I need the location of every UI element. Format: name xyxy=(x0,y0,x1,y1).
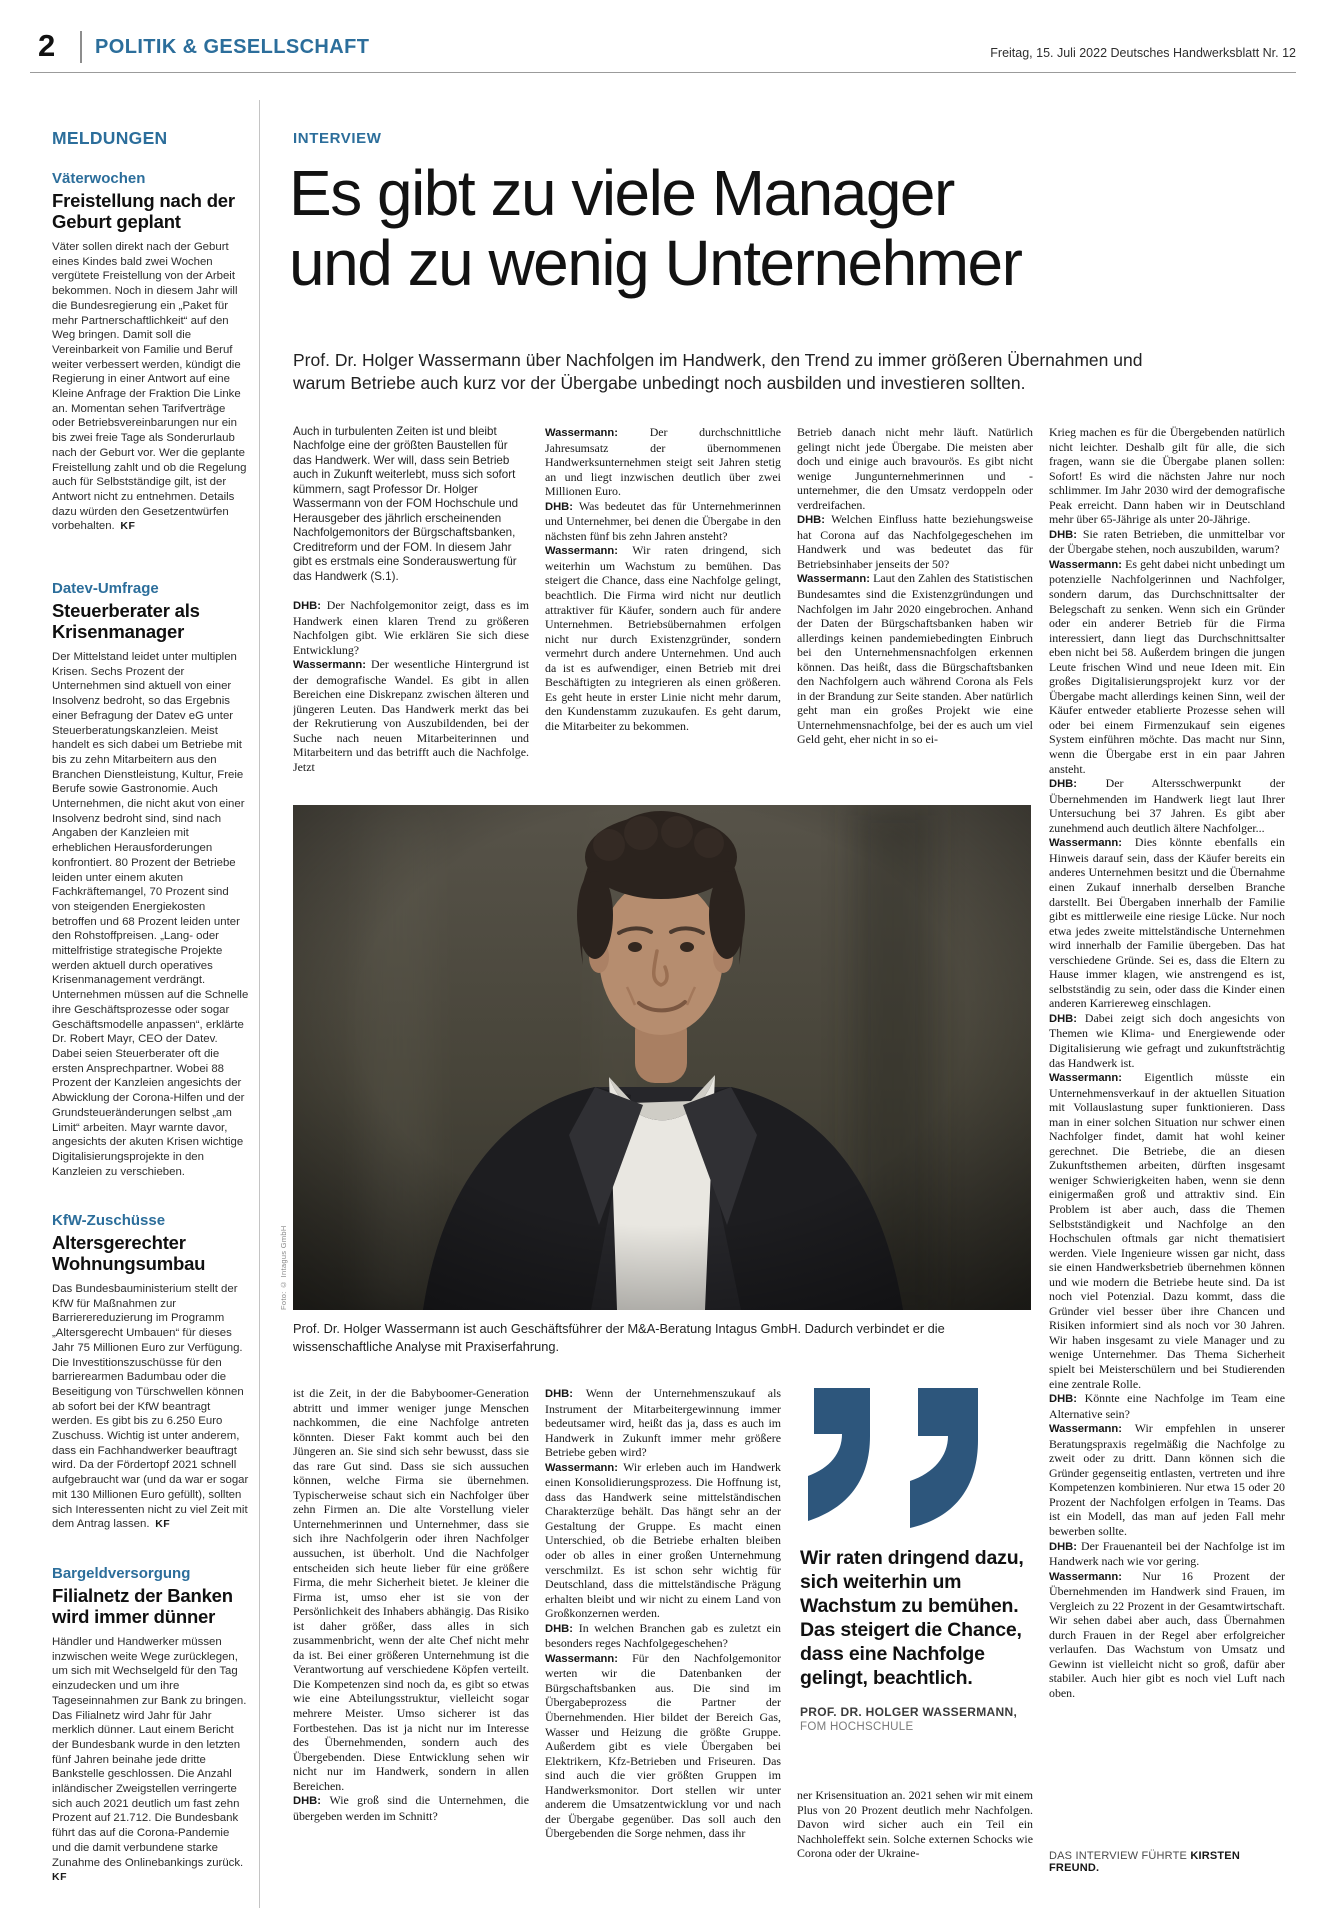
sidebar-article-kicker: Datev-Umfrage xyxy=(52,580,159,597)
qa-paragraph: Wassermann: Der wesentliche Hintergrund ist der demografische Wandel. Es gibt in allen Bereichen eine Diskrepanz zwischen älteren und jüngeren Leuten. Das Handwerk merkt das bei der Rekrutierung von Auszubildenden, bei der Suche nach neuen Mitarbeiterinnen und Mitarbeitern und das betrifft auch die Nachfolge. Jetzt xyxy=(293,657,529,774)
qa-paragraph: DHB: Sie raten Betrieben, die unmittelbar vor der Übergabe stehen, noch auszubilden, warum? xyxy=(1049,526,1285,557)
sidebar-article xyxy=(52,1565,249,1885)
section-title: POLITIK & GESELLSCHAFT xyxy=(95,36,370,58)
news-sidebar xyxy=(52,128,249,1918)
qa-paragraph: Wassermann: Der durchschnittliche Jahresumsatz der übernommenen Handwerksunternehmen steigt seit Jahren stetig an und liegt inzwischen deutlich über zwei Millionen Euro. xyxy=(545,425,781,499)
qa-speaker-label: Wassermann: xyxy=(545,427,650,439)
qa-paragraph: Wassermann: Dies könnte ebenfalls ein Hinweis darauf sein, dass der Käufer bereits ein anderes Unternehmen besitzt und die Übernahme einen Zukauf innerhalb derselben Branche darstellt. Bei Übergaben innerhalb der Familie gibt es mittlerweile eine riesige Lücke. Nur noch etwa jedes zweite mittelständische Unternehmen wird innerhalb der Familie übergeben. Das hat verschiedene Gründe. Sei es, dass die Eltern zu Hause immer klagen, wie anstrengend es ist, selbstständig zu sein, oder dass die Kinder einen anderen Karriereweg einschlagen. xyxy=(1049,835,1285,1011)
pull-quote-attribution-name: PROF. DR. HOLGER WASSERMANN, xyxy=(800,1705,1018,1719)
headline-line-1: Es gibt zu viele Manager xyxy=(289,157,954,229)
sidebar-title: MELDUNGEN xyxy=(52,128,168,148)
qa-paragraph: Wassermann: Wir raten dringend, sich weiterhin um Wachstum zu bemühen. Das steigert die Chance, dass eine Nachfolge gelingt, beachtlich. Die Firma wird nicht nur deutlich attraktiver für Käufer, sondern auch für andere Unternehmen. Betriebsübernahmen erfolgen nicht nur durch Existenzgründer, sondern vermehrt durch andere Unternehmen. Und auch da ist es aufwendiger, einen Betrieb mit drei Beschäftigten zu integrieren als einen größeren. Es geht heute in erster Linie nicht mehr darum, den Kundenstamm zuzukaufen. Es geht darum, die Mitarbeiter zu bekommen. xyxy=(545,543,781,733)
sidebar-divider-rule xyxy=(259,100,260,1908)
qa-paragraph: DHB: Der Frauenanteil bei der Nachfolge ist im Handwerk nach wie vor gering. xyxy=(1049,1538,1285,1569)
qa-speaker-label: DHB: xyxy=(1049,1012,1085,1025)
article-column-1-top xyxy=(293,425,529,797)
qa-speaker-label: DHB: xyxy=(545,1622,579,1635)
pull-quote xyxy=(800,1388,1033,1733)
intro-paragraph: Auch in turbulenten Zeiten ist und bleibt Nachfolge eine der größten Baustellen für das Handwerk. Wer will, dass sein Betrieb auch in Zukunft weiterlebt, muss sich sofort kümmern, sagt Professor Dr. Holger Wassermann von der FOM Hochschule und Herausgeber des jährlich erscheinenden Nachfolgemonitors der Bürgschaftsbanken, Creditreform und der FOM. In diesem Jahr gibt es erstmals eine Sonderauswertung für das Handwerk (S.1). xyxy=(293,425,519,583)
qa-speaker-label: DHB: xyxy=(545,500,579,513)
qa-speaker-label: Wassermann: xyxy=(1049,837,1135,850)
sidebar-article xyxy=(52,170,249,534)
pull-quote-attribution-org: FOM HOCHSCHULE xyxy=(800,1721,914,1733)
sidebar-article-sign: KF xyxy=(155,1518,171,1531)
portrait-photo xyxy=(293,805,1031,1310)
sidebar-article-body: Händler und Handwerker müssen inzwischen weite Wege zurücklegen, um sich mit Wechselgeld für den Tag einzudecken und um ihre Tageseinnahmen zur Bank zu bringen. Das Filialnetz wird Jahr für Jahr merklich dünner. Laut einem Bericht der Bundesbank wurde in den letzten fünf Jahren beinahe jede dritte Bankstelle geschlossen. Die Anzahl inländischer Zweigstellen verringerte sich auch 2021 deutlich um fast zehn Prozent auf 21.712. Die Bundesbank führt das auf die Corona-Pandemie und die damit verbundene starke Zunahme des Onlinebankings zurück. KF xyxy=(52,1636,247,1884)
qa-speaker-label: Wassermann: xyxy=(1049,558,1126,571)
qa-paragraph: DHB: Dabei zeigt sich doch angesichts von Themen wie Klima- und Energiewende oder Digitalisierung wie gefragt und zukunftsträchtig das Handwerk ist. xyxy=(1049,1010,1285,1070)
qa-speaker-label: Wassermann: xyxy=(1049,1423,1135,1436)
qa-speaker-label: DHB: xyxy=(545,1388,586,1400)
qa-speaker-label: Wassermann: xyxy=(545,1461,624,1474)
headline-subtitle: Prof. Dr. Holger Wassermann über Nachfolgen im Handwerk, den Trend zu immer größeren Übernahmen und warum Betriebe auch kurz vor der Übergabe unbedingt noch ausbilden und investieren sollten. xyxy=(293,350,1143,393)
interview-closing-credit xyxy=(1049,1850,1285,1874)
qa-paragraph: DHB: Der Altersschwerpunkt der Übernehmenden im Handwerk liegt laut Ihrer Untersuchung bei 37 Jahren. Es gibt aber zunehmend auch deutlich ältere Nachfolger... xyxy=(1049,776,1285,835)
qa-paragraph: ner Krisensituation an. 2021 sehen wir mit einem Plus von 20 Prozent deutlich mehr Nachfolgen. Davon wird sicher auch ein Teil ein Nachholeffekt sein. Solche externen Schocks wie Corona oder der Ukraine- xyxy=(797,1788,1033,1861)
qa-speaker-label: DHB: xyxy=(797,514,832,527)
article-column-2-top xyxy=(545,425,781,797)
sidebar-article-headline: Altersgerechter Wohnungsumbau xyxy=(52,1232,206,1274)
quote-marks-icon xyxy=(800,1388,1033,1528)
header-dateline: Freitag, 15. Juli 2022 Deutsches Handwerksblatt Nr. 12 xyxy=(990,46,1296,60)
qa-paragraph: Wassermann: Wir empfehlen in unserer Beratungspraxis regelmäßig die Nachfolge zu zweit oder zu dritt. Dann können sich die Gründer gegenseitig entlasten, vertreten und ihre Kompetenzen kombinieren. Nur etwa 15 oder 20 Prozent der Nachfolgen erfolgen in Teams. Das ist ein Modell, das man auf jeden Fall mehr bewerben sollte. xyxy=(1049,1421,1285,1539)
qa-paragraph: DHB: Wenn der Unternehmenszukauf als Instrument der Mitarbeitergewinnung immer bedeutsamer wird, heißt das ja, dass es auch im Handwerk in Zukunft immer mehr größere Betriebe geben wird? xyxy=(545,1386,781,1460)
closing-prefix: DAS INTERVIEW FÜHRTE xyxy=(1049,1850,1191,1862)
qa-speaker-label: DHB: xyxy=(293,599,327,612)
article-column-1-bottom xyxy=(293,1386,529,1900)
article-column-4 xyxy=(1049,425,1285,1845)
article-column-3-bottom xyxy=(797,1788,1033,1900)
sidebar-article-sign: KF xyxy=(120,520,136,533)
sidebar-article xyxy=(52,580,249,1179)
photo-credit: Foto: © Intagus GmbH xyxy=(279,1225,288,1310)
page-number: 2 xyxy=(38,28,56,63)
sidebar-article-sign: KF xyxy=(52,1871,67,1884)
qa-paragraph: Wassermann: Laut den Zahlen des Statistischen Bundesamtes sind die Existenzgründungen und Nachfolgen im Jahr 2020 eingebrochen. Anhand der Daten der Bürgschaftsbanken haben wir allerdings keinen pandemiebedingten Einbruch bei den Unternehmensnachfolgen erkennen können. Das heißt, dass die Bürgschaftsbanken den Nachfolgern auch während Corona als Fels in der Brandung zur Seite standen. Aber natürlich geht man ein großes Projekt wie eine Unternehmensnachfolge, bei der es auch um viel Geld geht, eher nicht in so ei- xyxy=(797,571,1033,747)
pull-quote-text: Wir raten dringend dazu, sich weiterhin um Wachstum zu bemühen. Das steigert die Chance, dass eine Nachfolge gelingt, beachtlich. xyxy=(800,1547,1024,1689)
portrait-illustration xyxy=(293,805,1031,1310)
interview-kicker: INTERVIEW xyxy=(293,130,382,147)
qa-speaker-label: DHB: xyxy=(293,1795,330,1808)
sidebar-article-kicker: Väterwochen xyxy=(52,170,146,187)
qa-speaker-label: DHB: xyxy=(1049,1393,1085,1406)
headline-line-2: und zu wenig Unternehmer xyxy=(289,227,1022,299)
qa-paragraph: DHB: Könnte eine Nachfolge im Team eine Alternative sein? xyxy=(1049,1391,1285,1421)
main-headline xyxy=(289,158,1021,298)
qa-speaker-label: Wassermann: xyxy=(545,545,633,558)
sidebar-article-body: Das Bundesbauministerium stellt der KfW für Maßnahmen zur Barrierereduzierung im Programm „Altersgerecht Umbauen“ für dieses Jahr 75 Millionen Euro zur Verfügung. Die Investitionszuschüsse für den barrierearmen Badumbau oder die Beseitigung von Türschwellen können ab sofort bei der KfW beantragt werden. Es gibt bis zu 6.250 Euro Zuschuss. Wichtig ist unter anderem, dass ein Fachhandwerker beauftragt wird. Da der Fördertopf 2021 schnell aufgebraucht war (und da war er sogar mit 130 Millionen Euro gefüllt), sollten sich Interessenten nicht zu viel Zeit mit dem Antrag lassen. KF xyxy=(52,1283,249,1531)
qa-speaker-label: Wassermann: xyxy=(1049,1570,1143,1583)
qa-paragraph: Betrieb danach nicht mehr läuft. Natürlich gelingt nicht jede Übergabe. Die meisten aber doch und einige auch bravourös. Es gibt nicht wenige Jungunternehmerinnen und -unternehmer, die den Umsatz verdoppeln oder verdreifachen. xyxy=(797,425,1033,512)
article-column-2-bottom xyxy=(545,1386,781,1900)
article-column-3-top xyxy=(797,425,1033,797)
qa-paragraph: DHB: Wie groß sind die Unternehmen, die übergeben werden im Schnitt? xyxy=(293,1793,529,1823)
qa-speaker-label: Wassermann: xyxy=(1049,1072,1145,1085)
sidebar-article xyxy=(52,1212,249,1532)
sidebar-article-headline: Freistellung nach der Geburt geplant xyxy=(52,190,235,232)
qa-speaker-label: Wassermann: xyxy=(545,1652,633,1665)
sidebar-article-headline: Filialnetz der Banken wird immer dünner xyxy=(52,1585,233,1627)
qa-paragraph: Wassermann: Es geht dabei nicht unbedingt um potenzielle Nachfolgerinnen und Nachfolger, sondern darum, das Durchschnittsalter der Belegschaft zu senken. Wenn sich ein Gründer oder ein anderer Betrieb für die Firma interessiert, dann liegt das Durchschnittsalter eben nicht bei 58. Außerdem bringen die jungen Leute frischen Wind und neue Ideen mit. Ein großes Digitalisierungsprojekt kurz vor der Übergabe macht allerdings keinen Sinn, weil der Käufer entweder etablierte Prozesse sehen will oder bei einem Firmenzukauf sein eigenes System einführen möchte. Das macht nur Sinn, wenn die Übergabe erst in ein paar Jahren ansteht. xyxy=(1049,556,1285,776)
sidebar-article-body: Väter sollen direkt nach der Geburt eines Kindes bald zwei Wochen vergütete Freistellung von der Arbeit bekommen. Noch in diesem Jahr will die Bundesregierung ein „Paket für mehr Partnerschaftlichkeit“ auf den Weg bringen. Damit soll die Vereinbarkeit von Familie und Beruf weiter verbessert werden, kündigt die Regierung in einer Antwort auf eine Kleine Anfrage der Fraktion Die Linke an. Momentan sehen Tarifverträge oder Betriebsvereinbarungen nur ein bis zwei freie Tage als Sonderurlaub nach der Geburt vor. Wer die geplante Freistellung zahlt und ob die Regelung auch für Selbstständige gilt, ist der Antwort nicht zu entnehmen. Details dazu würden den Gesetzentwürfen vorbehalten. KF xyxy=(52,241,247,533)
qa-speaker-label: DHB: xyxy=(1049,778,1106,791)
qa-paragraph: DHB: Welchen Einfluss hatte beziehungsweise hat Corona auf das Nachfolgegeschehen im Handwerk und was bedeutet das für Betriebsinhaber jenseits der 50? xyxy=(797,512,1033,571)
sidebar-article-kicker: KfW-Zuschüsse xyxy=(52,1212,166,1229)
sidebar-article-body: Der Mittelstand leidet unter multiplen Krisen. Sechs Prozent der Unternehmen sind aktuell von einer Insolvenz bedroht, so das Ergebnis einer Befragung der Datev eG unter Steuerberatungskanzleien. Meist handelt es sich dabei um Betriebe mit bis zu zehn Mitarbeitern aus den Branchen Dienstleistung, Kultur, Freie Berufe sowie Gastronomie. Auch Unternehmen, die nicht akut von einer Insolvenz bedroht sind, sind nach Angaben der Kanzleien mit erheblichen Herausforderungen konfrontiert. 80 Prozent der Betriebe leiden unter einem akuten Fachkräftemangel, 70 Prozent sind von steigenden Energiekosten betroffen und 68 Prozent leiden unter den Rohstoffpreisen. „Lang- oder mittelfristige strategische Projekte werden aktuell durch operatives Krisenmanagement verdrängt. Unternehmen müssen auf die Schnelle ihre Geschäftsprozesse oder sogar Geschäftsmodelle anpassen“, erklärte Dr. Robert Mayr, CEO der Datev. Dabei seien Steuerberater oft die ersten Ansprechpartner. Wobei 88 Prozent der Kanzleien angesichts der Abwicklung der Corona-Hilfen und der Grundsteueränderungen selbst „am Limit“ arbeiten. Mayr warnte davor, angesichts der akuten Krisen wichtige Digitalisierungsprojekte in den Kanzleien zu verschieben. xyxy=(52,651,249,1178)
header-divider-bar xyxy=(80,31,82,63)
qa-paragraph: Wassermann: Für den Nachfolgemonitor werten wir die Datenbanken der Bürgschaftsbanken aus. Die sind im Übergabeprozess die Partner der Übernehmenden. Hier bildet der Bereich Gas, Wasser und Heizung die größte Gruppe. Außerdem gibt es viele Übergaben bei Elektrikern, Kfz-Betrieben und Friseuren. Das sind auch die vier größten Gruppen im Handwerksmonitor. Dort stellen wir unter anderem die Umsatzentwicklung vor und nach der Übergabe gegenüber. Das soll auch den Übergebenden die Sorge nehmen, dass ihr xyxy=(545,1650,781,1841)
qa-speaker-label: DHB: xyxy=(1049,528,1083,541)
sidebar-article-headline: Steuerberater als Krisenmanager xyxy=(52,600,200,642)
qa-paragraph: DHB: In welchen Branchen gab es zuletzt ein besonders reges Nachfolgegeschehen? xyxy=(545,1620,781,1651)
qa-paragraph: Wassermann: Wir erleben auch im Handwerk einen Konsolidierungsprozess. Die Hoffnung ist, dass das Handwerk seine mittelständischen Charakterzüge behält. Das hängt sehr an der Gestaltung der Gruppe. Es macht einen Unterschied, ob die Betriebe erhalten bleiben oder ob alles in einer großen Unternehmung verschmilzt. Es ist schon sehr wichtig für Deutschland, dass die mittelständische Prägung erhalten bleibt und wir nicht zu einem Land von Großkonzernen werden. xyxy=(545,1459,781,1621)
qa-paragraph: Krieg machen es für die Übergebenden natürlich nicht leichter. Deshalb gilt für alle, die sich fragen, wann sie die Übergabe planen sollen: Sofort! Es wird die nächsten Jahre nur noch schlimmer. Im Jahr 2030 wird der demografische Peak erreicht. Dann haben wir in Deutschland mehr über 65-Jährige als unter 20-Jährige. xyxy=(1049,425,1285,527)
qa-speaker-label: Wassermann: xyxy=(797,573,874,586)
photo-caption: Prof. Dr. Holger Wassermann ist auch Geschäftsführer der M&A-Beratung Intagus GmbH. Dadurch verbindet er die wissenschaftliche Analyse mit Praxiserfahrung. xyxy=(293,1321,945,1354)
sidebar-article-kicker: Bargeldversorgung xyxy=(52,1565,191,1582)
qa-paragraph: Wassermann: Eigentlich müsste ein Unternehmensverkauf in der aktuellen Situation mit Vollauslastung super funktionieren. Dass man in einer solchen Situation nur schwer einen Nachfolger findet, damit hat wohl keiner gerechnet. Die Betriebe, die an diesen Zukunftsthemen arbeiten, dürften insgesamt weniger Schwierigkeiten haben, wenn sie denn einigermaßen groß und attraktiv sind. Ein Problem ist aber auch, dass die Themen Selbstständigkeit und Nachfolge an den Hochschulen oftmals gar nicht thematisiert werden. Viele Ingenieure wissen gar nicht, dass sie einen Handwerksbetrieb übernehmen können und wie modern die Betriebe heute sind. Da ist noch viel Potenzial. Dazu kommt, dass die Gründer viel besser über ihre Chancen und Risiken informiert sind als noch vor 30 Jahren. Wir haben insgesamt zu viele Manager und zu wenige Unternehmer. Das Thema Sicherheit spielt bei Meisterschülern und bei Studierenden eine zentrale Rolle. xyxy=(1049,1070,1285,1391)
closing-author: KIRSTEN FREUND. xyxy=(1049,1850,1240,1874)
qa-speaker-label: Wassermann: xyxy=(293,659,372,672)
header-rule xyxy=(30,72,1296,73)
qa-speaker-label: DHB: xyxy=(1049,1540,1082,1553)
qa-paragraph: Wassermann: Nur 16 Prozent der Übernehmenden im Handwerk sind Frauen, im Vergleich zu 22 Prozent in der Gesamtwirtschaft. Wir sehen dabei aber auch, dass Übernahmen durch Frauen in der Regel aber erfolgreicher verlaufen. Das Wachstum von Umsatz und Gewinn ist vielleicht nicht so groß, dafür aber stabiler. Auch hier gibt es noch viel Luft nach oben. xyxy=(1049,1568,1285,1701)
qa-paragraph: DHB: Der Nachfolgemonitor zeigt, dass es im Handwerk einen klaren Trend zu größeren Nachfolgen gibt. Wie erklären Sie sich diese Entwicklung? xyxy=(293,597,529,657)
qa-paragraph: ist die Zeit, in der die Babyboomer-Generation abtritt und immer weniger junge Menschen nachkommen, die eine Nachfolge antreten könnten. Dieser Fakt kommt auch bei den Jüngeren an. Sie sind sich sehr bewusst, dass sie das rare Gut sind. Dass sie sich aussuchen können, welche Firma sie übernehmen. Typischerweise schaut sich ein Nachfolger über zehn Firmen an. Die alte Vorstellung vieler Unternehmerinnen und Unternehmer, dass sie sich ihre Nachfolgerin oder ihren Nachfolger aussuchen, ist überholt. Und die Nachfolger entscheiden sich heute lieber für eine größere Firma, die mehr Sicherheit bietet. Je kleiner die Firma ist, umso eher ist sie von der Persönlichkeit des Inhabers abhängig. Das Risiko ist daher größer, dass alles in sich zusammenbricht, wenn der alte Chef nicht mehr da ist. Bei einer größeren Unternehmung ist die Verantwortung auf verschiedene Köpfen verteilt. Die Kompetenzen sind noch da, es gibt so etwas wie eine Abteilungsstruktur, vielleicht sogar mehrere Meister. Umso sicherer ist das Fortbestehen. Das ist ja nicht nur im Interesse des Übernehmenden, sondern auch des Übergebenden. Diese Entwicklung sehen wir nicht nur im Handwerk, sondern in allen Bereichen. xyxy=(293,1386,529,1793)
qa-paragraph: DHB: Was bedeutet das für Unternehmerinnen und Unternehmer, bei denen die Übergabe in den nächsten fünf bis zehn Jahren ansteht? xyxy=(545,498,781,543)
